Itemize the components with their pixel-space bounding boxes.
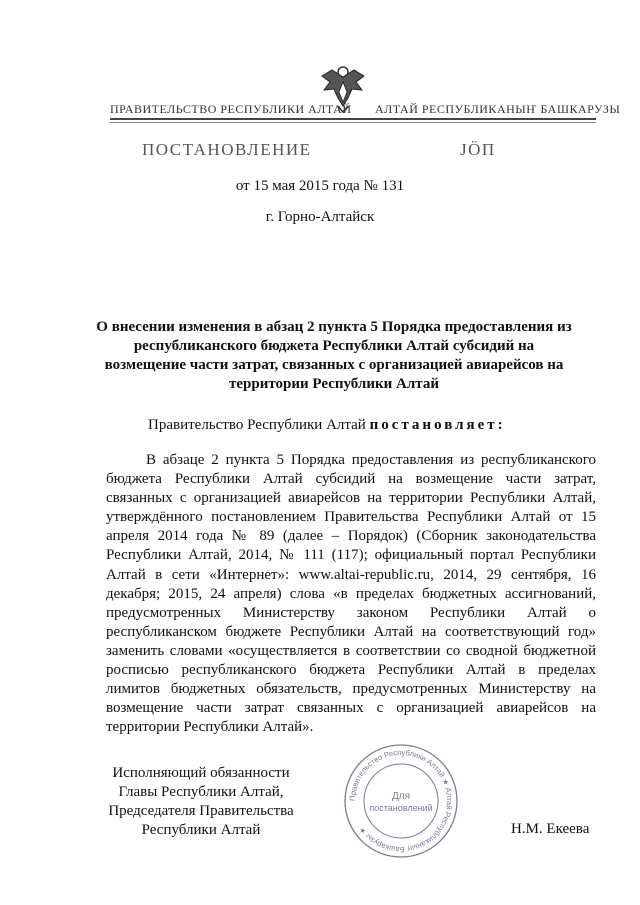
doc-type-ru: ПОСТАНОВЛЕНИЕ [142, 140, 312, 159]
preamble-subject: Правительство Республики Алтай [148, 417, 366, 433]
header-right-org-name: АЛТАЙ РЕСПУБЛИКАНЫҤ БАШКАРУЗЫ [375, 102, 621, 116]
signature-name: Н.М. Екеева [511, 821, 590, 837]
official-stamp [342, 742, 460, 860]
doc-date-number: от 15 мая 2015 года № 131 [235, 178, 405, 194]
stamp-center-line1: Для [391, 791, 411, 802]
signature-role [90, 764, 312, 840]
doc-title: О внесении изменения в абзац 2 пункта 5 Порядка предоставления из республиканского бюджета Республики Алтай субсидий на возмещение части затрат, связанных с организацией авиарейсов на территории Республики Алтай [96, 319, 572, 392]
signature-role-line: Республики Алтай [141, 822, 261, 838]
doc-city: г. Горно-Алтайск [265, 209, 375, 225]
doc-body-paragraph: В абзаце 2 пункта 5 Порядка предоставления из республиканского бюджета Республики Алтай субсидий на возмещение части затрат, связанных с организацией авиарейсов на территории Республики Алтай, утверждённого постановлением Правительства Республики Алтай от 15 апреля 2014 года № 89 (далее – Порядок) (Сборник законодательства Республики Алтай, 2014, № 111 (117); официальный портал Республики Алтай в сети «Интернет»: www.altai-republic.ru, 2014, 29 сентября, 16 декабря; 2015, 24 апреля) слова «в пределах бюджетных ассигнований, предусмотренных Министерству законом Республики Алтай о республиканском бюджете Республики Алтай на соответствующий год» заменить словами «осуществляется в соответствии со сводной бюджетной росписью республиканского бюджета Республики Алтай в пределах лимитов бюджетных обязательств, предусмотренных Министерству на возмещение части затрат связанных с организацией авиарейсов на территории Республики Алтай». [106, 452, 596, 736]
preamble [148, 417, 506, 434]
signature-role-line: Исполняющий обязанности [112, 765, 290, 781]
signature-role-line: Главы Республики Алтай, [118, 784, 284, 800]
stamp-center-line2: постановлений [369, 803, 433, 813]
signature-role-line: Председателя Правительства [108, 803, 294, 819]
header-rule [110, 118, 596, 120]
header-left-org-name: ПРАВИТЕЛЬСТВО РЕСПУБЛИКИ АЛТАЙ [110, 102, 352, 116]
doc-type-alt: ЈÖП [460, 140, 496, 159]
stamp-ring-textpath: Правительство Республики Алтай ★ Алтай Республиканыҥ Башкарузы ★ [347, 747, 455, 855]
preamble-verb: постановляет: [369, 417, 506, 433]
header-rule-thin [110, 122, 596, 123]
